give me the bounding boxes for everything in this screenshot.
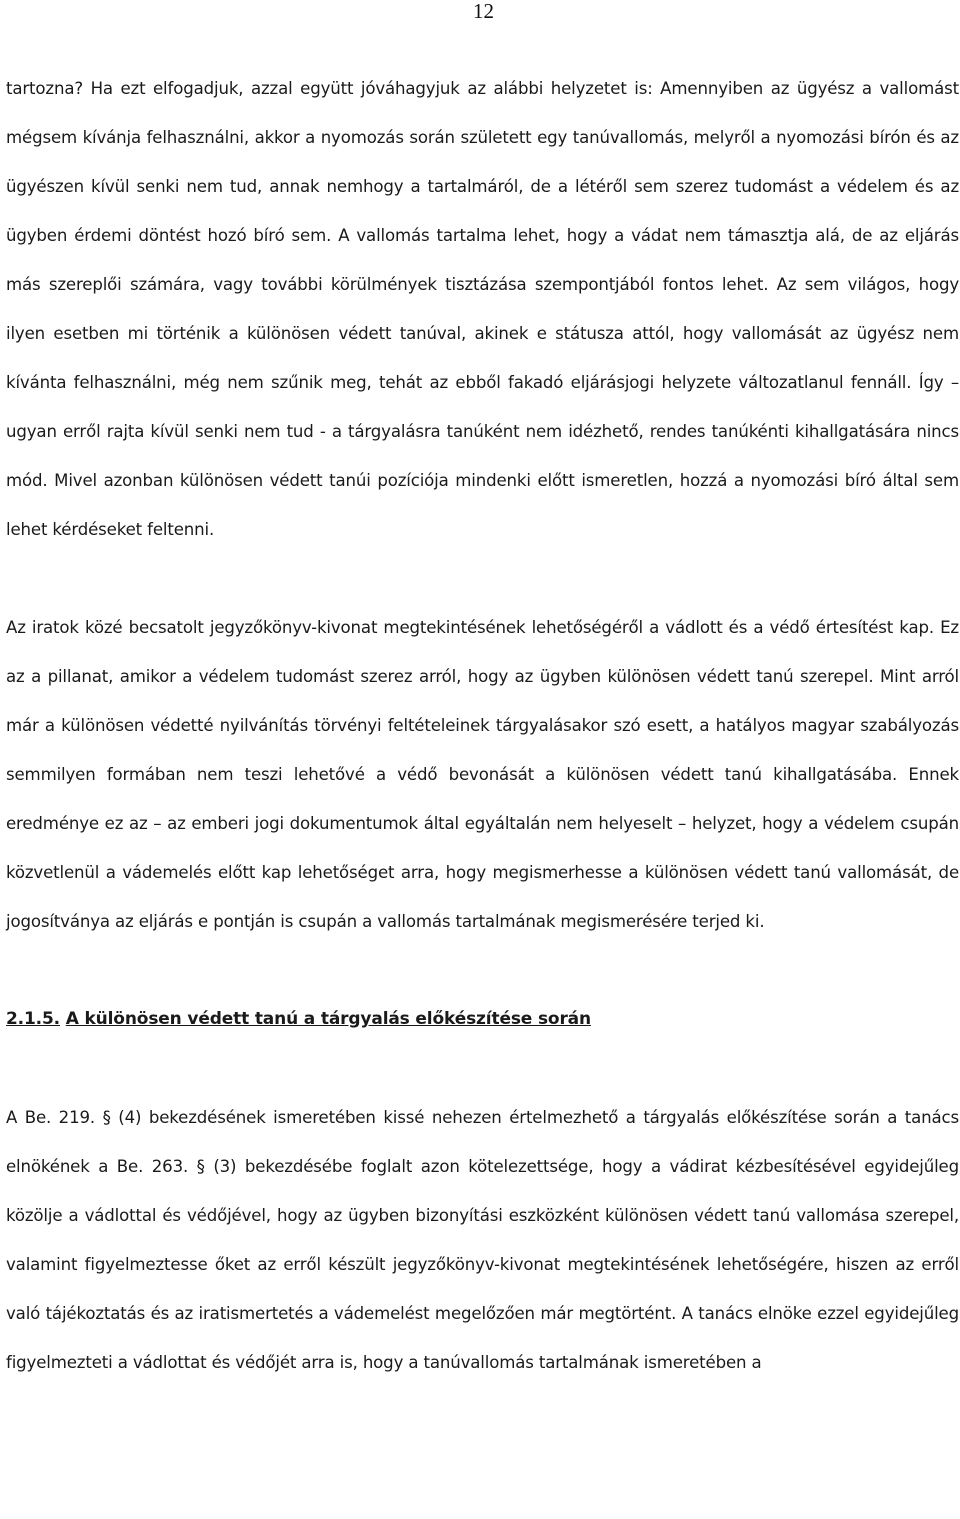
paragraph-2: Az iratok közé becsatolt jegyzőkönyv-kivonat megtekintésének lehetőségéről a vádlott és a védő értesítést kap. Ez az a pillanat, amikor a védelem tudomást szerez arról, hogy az ügyben különösen védett tanú szerepel. Mint arról már a különösen védetté nyilvánítás törvényi feltételeinek tárgyalásakor szó esett, a hatályos magyar szabályozás semmilyen formában nem teszi lehetővé a védő bevonását a különösen védett tanú kihallgatásába. Ennek eredménye ez az – az emberi jogi dokumentumok által egyáltalán nem helyeselt – helyzet, hogy a védelem csupán közvetlenül a vádemelés előtt kap lehetőséget arra, hogy megismerhesse a különösen védett tanú vallomását, de jogosítványa az eljárás e pontján is csupán a vallomás tartalmának megismerésére terjed ki. bbox=[6, 618, 959, 931]
paragraph-spacer bbox=[6, 1044, 959, 1093]
paragraph-spacer bbox=[6, 554, 959, 603]
section-heading bbox=[6, 995, 959, 1044]
section-title: A különösen védett tanú a tárgyalás előkészítése során bbox=[65, 1009, 591, 1029]
page-number: 12 bbox=[473, 0, 494, 23]
document-body bbox=[6, 64, 959, 1387]
paragraph-1: tartozna? Ha ezt elfogadjuk, azzal együtt jóváhagyjuk az alábbi helyzetet is: Amennyiben az ügyész a vallomást mégsem kívánja felhasználni, akkor a nyomozás során született egy tanúvallomás, melyről a nyomozási bírón és az ügyészen kívül senki nem tud, annak nemhogy a tartalmáról, de a létéről sem szerez tudomást a védelem és az ügyben érdemi döntést hozó bíró sem. A vallomás tartalma lehet, hogy a vádat nem támasztja alá, de az eljárás más szereplői számára, vagy további körülmények tisztázása szempontjából fontos lehet. Az sem világos, hogy ilyen esetben mi történik a különösen védett tanúval, akinek e státusza attól, hogy vallomását az ügyész nem kívánta felhasználni, még nem szűnik meg, tehát az ebből fakadó eljárásjogi helyzete változatlanul fennáll. Így –ugyan erről rajta kívül senki nem tud - a tárgyalásra tanúként nem idézhető, rendes tanúkénti kihallgatására nincs mód. Mivel azonban különösen védett tanúi pozíciója mindenki előtt ismeretlen, hozzá a nyomozási bíró által sem lehet kérdéseket feltenni. bbox=[6, 79, 959, 539]
section-number: 2.1.5. bbox=[6, 1009, 60, 1029]
paragraph-spacer bbox=[6, 946, 959, 995]
paragraph-3: A Be. 219. § (4) bekezdésének ismeretében kissé nehezen értelmezhető a tárgyalás előkészítése során a tanács elnökének a Be. 263. § (3) bekezdésébe foglalt azon kötelezettsége, hogy a vádirat kézbesítésével egyidejűleg közölje a vádlottal és védőjével, hogy az ügyben bizonyítási eszközként különösen védett tanú vallomása szerepel, valamint figyelmeztesse őket az erről készült jegyzőkönyv-kivonat megtekintésének lehetőségére, hiszen az erről való tájékoztatás és az iratismertetés a vádemelést megelőzően már megtörtént. A tanács elnöke ezzel egyidejűleg figyelmezteti a vádlottat és védőjét arra is, hogy a tanúvallomás tartalmának ismeretében a bbox=[6, 1108, 959, 1372]
